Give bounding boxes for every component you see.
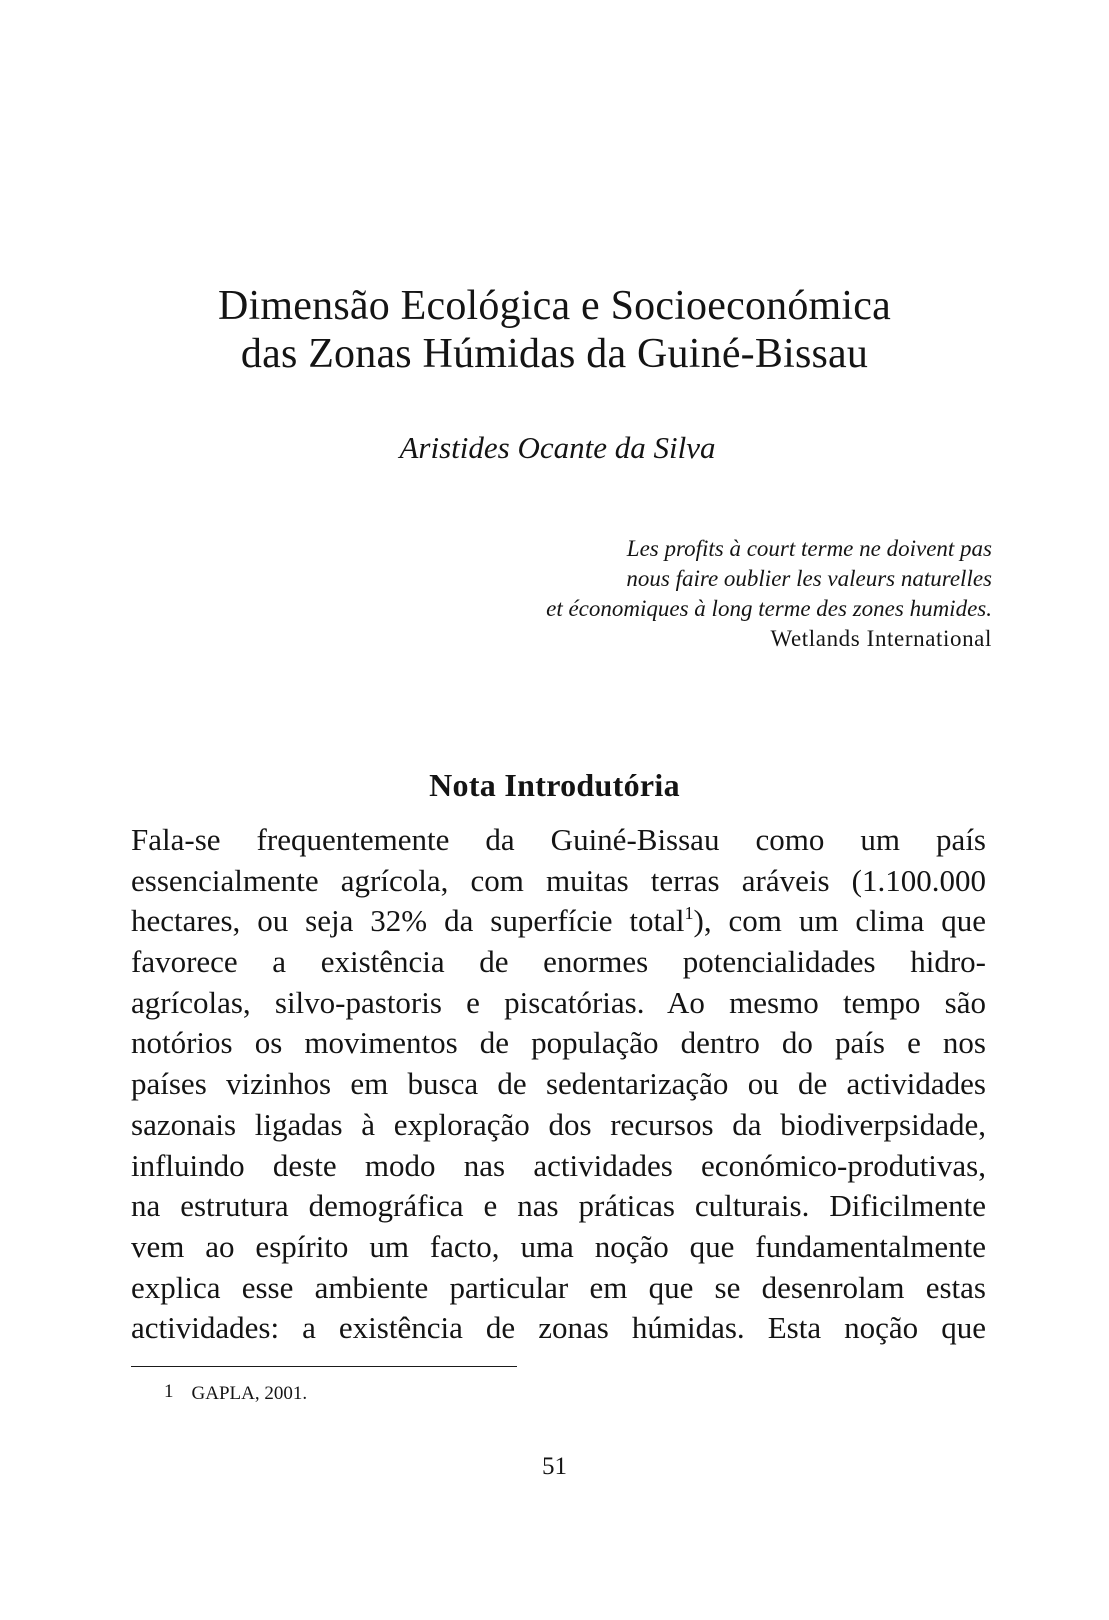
body-line: explica esse ambiente particular em que se desenrolam estas	[131, 1269, 986, 1305]
body-line: países vizinhos em busca de sedentarização ou de actividades	[131, 1066, 986, 1102]
body-line: favorece a existência de enormes potencialidades hidro-	[131, 944, 986, 980]
epigraph-line: nous faire oublier les valeurs naturelles	[626, 566, 992, 591]
body-line: vem ao espírito um facto, uma noção que fundamentalmente	[131, 1228, 986, 1264]
body-line-part: ), com um clima que	[693, 903, 986, 939]
body-line: actividades: a existência de zonas húmidas. Esta noção que	[131, 1310, 986, 1346]
author-name: Aristides Ocante da Silva	[399, 430, 716, 465]
epigraph-line: et économiques à long terme des zones humides.	[546, 596, 992, 621]
epigraph-quote	[546, 534, 992, 624]
footnote-reference[interactable]: 1	[684, 903, 694, 924]
footnote-text: GAPLA, 2001.	[191, 1383, 308, 1404]
body-line: notórios os movimentos de população dentro do país e nos	[131, 1025, 986, 1061]
page-number: 51	[542, 1453, 567, 1480]
epigraph	[546, 534, 992, 654]
body-line: Fala-se frequentemente da Guiné-Bissau como um país	[131, 822, 986, 857]
section-heading: Nota Introdutória	[429, 767, 680, 803]
title-line-2: das Zonas Húmidas da Guiné-Bissau	[240, 331, 869, 377]
body-line-with-footnote	[131, 901, 986, 942]
body-paragraph	[131, 820, 986, 1349]
article-title	[0, 282, 1109, 378]
body-line: na estrutura demográfica e nas práticas culturais. Dificilmente	[131, 1188, 986, 1224]
body-line: agrícolas, silvo-pastoris e piscatórias. Ao mesmo tempo são	[131, 984, 986, 1020]
epigraph-source: Wetlands International	[770, 626, 992, 651]
footnote	[164, 1382, 307, 1406]
epigraph-line: Les profits à court terme ne doivent pas	[626, 536, 992, 561]
body-line-part: hectares, ou seja 32% da superfície total	[131, 903, 685, 939]
body-line: sazonais ligadas à exploração dos recursos da biodiverpsidade,	[131, 1106, 986, 1142]
body-line: essencialmente agrícola, com muitas terras aráveis (1.100.000	[131, 862, 986, 898]
footnote-divider	[131, 1366, 517, 1367]
title-line-1: Dimensão Ecológica e Socioeconómica	[218, 283, 891, 329]
body-line: influindo deste modo nas actividades económico-produtivas,	[131, 1147, 986, 1183]
footnote-mark: 1	[164, 1381, 174, 1402]
